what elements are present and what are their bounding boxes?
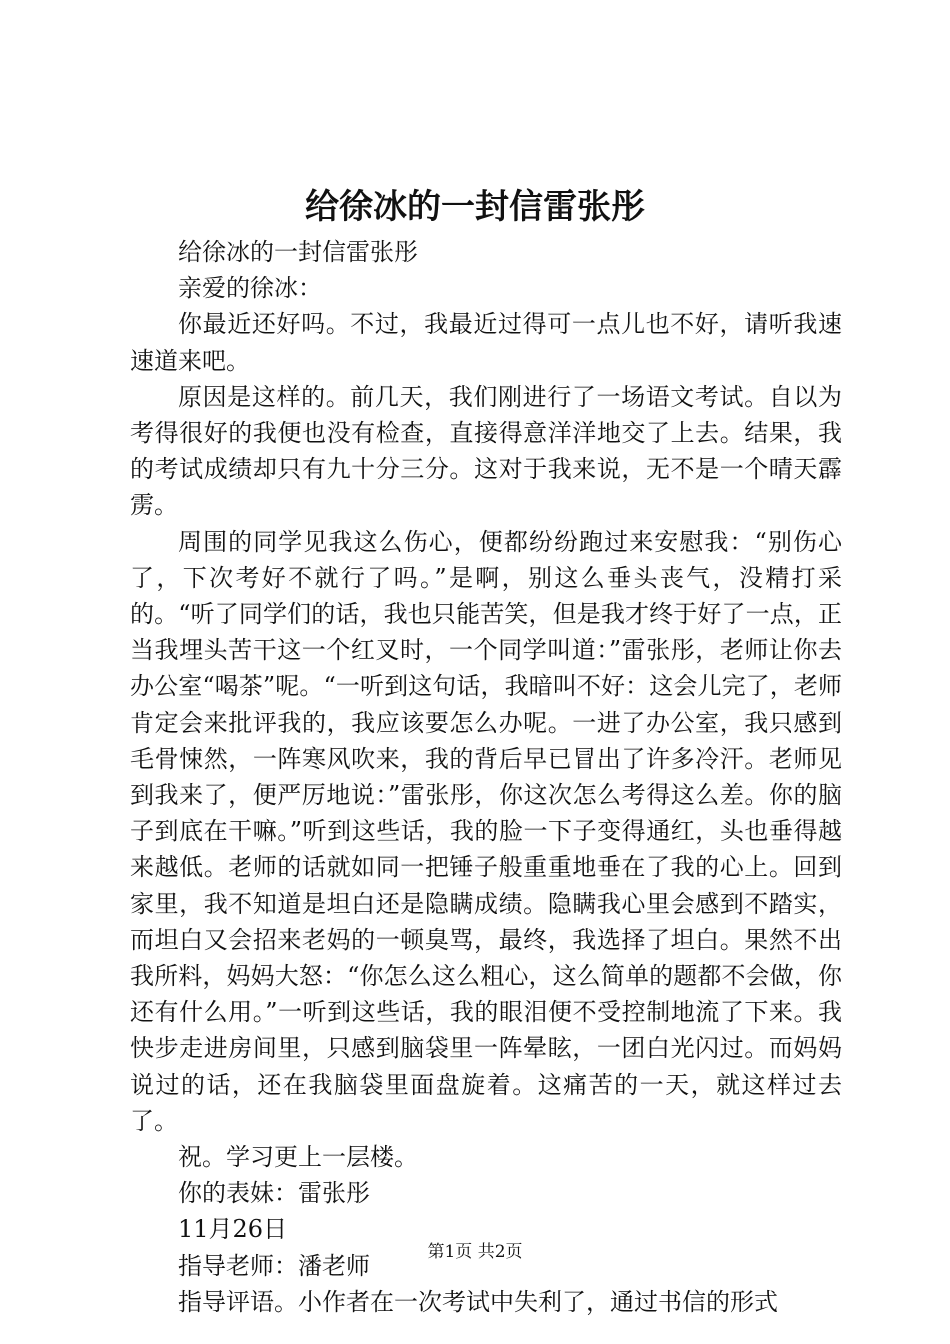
page-number-footer: 第1页 共2页	[427, 1242, 523, 1262]
paragraph-story: 周围的同学见我这么伤心，便都纷纷跑过来安慰我：“别伤心了，下次考好不就行了吗。”是啊，别这么垂头丧气，没精打采的。“听了同学们的话，我也只能苦笑，但是我才终于好了一点，正当我埋头苦干这一个红叉时，一个同学叫道：”雷张彤，老师让你去办公室“喝茶”呢。“一听到这句话，我暗叫不好：这会儿完了，老师肯定会来批评我的，我应该要怎么办呢。一进了办公室，我只感到毛骨悚然，一阵寒风吹来，我的背后早已冒出了许多冷汗。老师见到我来了，便严厉地说：”雷张彤，你这次怎么考得这么差。你的脑子到底在干嘛。”听到这些话，我的脸一下子变得通红，头也垂得越来越低。老师的话就如同一把锤子般重重地垂在了我的心上。回到家里，我不知道是坦白还是隐瞒成绩。隐瞒我心里会感到不踏实，而坦白又会招来老妈的一顿臭骂，最终，我选择了坦白。果然不出我所料，妈妈大怒：“你怎么这么粗心，这么简单的题都不会做，你还有什么用。”一听到这些话，我的眼泪便不受控制地流了下来。我快步走进房间里，只感到脑袋里一阵晕眩，一团白光闪过。而妈妈说过的话，还在我脑袋里面盘旋着。这痛苦的一天，就这样过去了。	[130, 527, 842, 1135]
paragraph-comment: 指导评语。小作者在一次考试中失利了，通过书信的形式	[178, 1287, 778, 1316]
paragraph-signature: 你的表妹：雷张彤	[178, 1179, 370, 1208]
paragraph-reason: 原因是这样的。前几天，我们刚进行了一场语文考试。自以为考得很好的我便也没有检查，直接得意洋洋地交了上去。结果，我的考试成绩却只有九十分三分。这对于我来说，无不是一个晴天霹雳。	[130, 382, 842, 520]
paragraph-wish: 祝。学习更上一层楼。	[178, 1143, 418, 1172]
paragraph-heading-repeat: 给徐冰的一封信雷张彤	[178, 238, 418, 266]
paragraph-salutation: 亲爱的徐冰：	[178, 274, 322, 303]
paragraph-teacher: 指导老师：潘老师	[178, 1251, 370, 1280]
document-title: 给徐冰的一封信雷张彤	[305, 187, 645, 227]
paragraph-greeting: 你最近还好吗。不过，我最近过得可一点儿也不好，请听我速速道来吧。	[130, 310, 842, 375]
document-body	[130, 234, 842, 1320]
paragraph-date: 11月26日	[178, 1215, 288, 1244]
